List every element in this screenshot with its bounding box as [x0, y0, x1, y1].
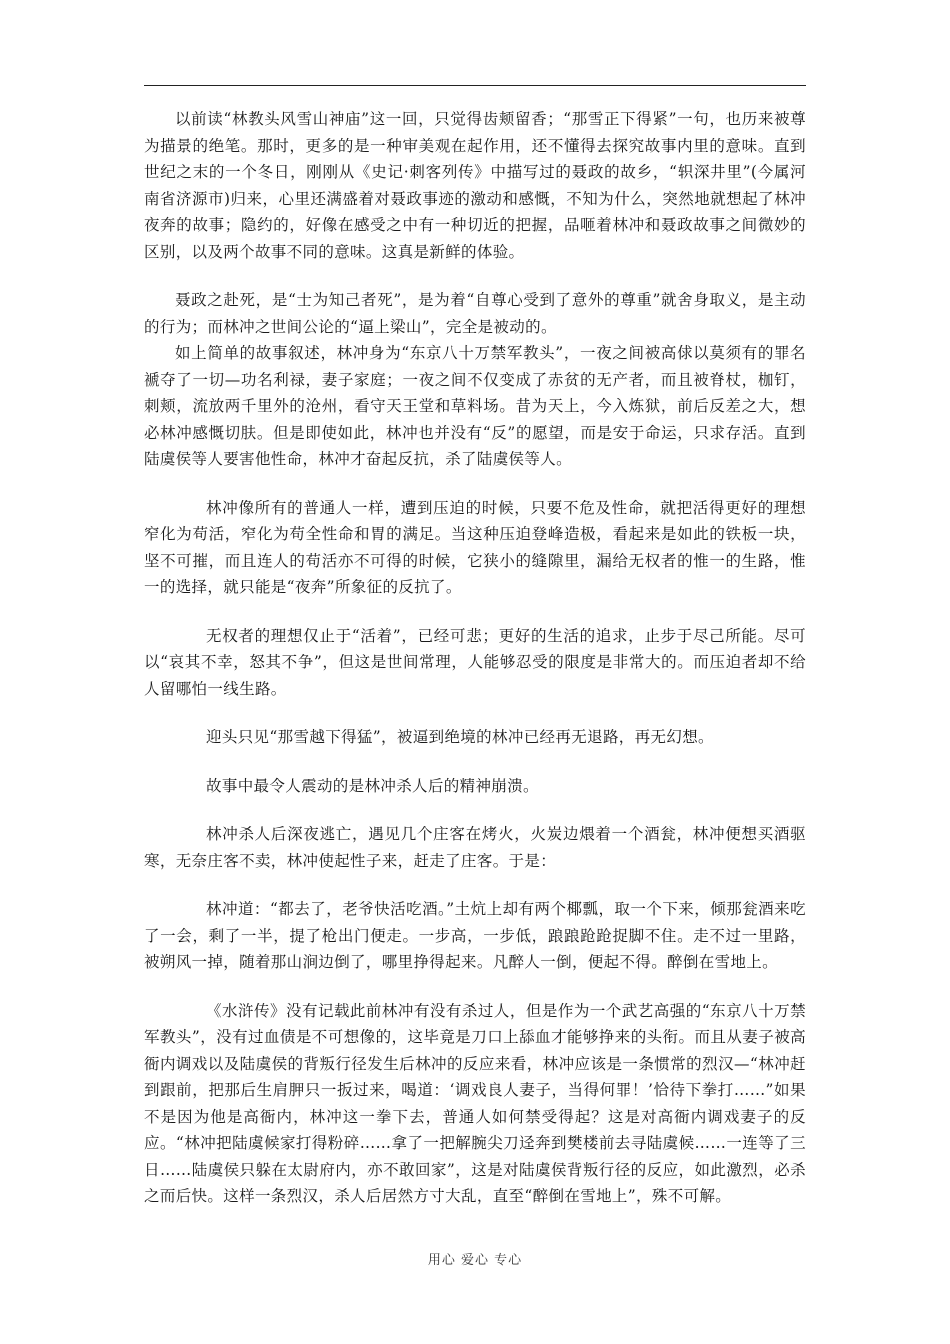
page-footer: 用心 爱心 专心 [427, 1253, 523, 1268]
article-body [144, 106, 806, 1210]
paragraph-1: 以前读“林教头风雪山神庙”这一回，只觉得齿颊留香；“那雪正下得紧”一句，也历来被尊为描景的绝笔。那时，更多的是一种审美观在起作用，还不懂得去探究故事内里的意味。直到世纪之末的一个冬日，刚刚从《史记·刺客列传》中描写过的聂政的故乡，“轵深井里”(今属河南省济源市)归来，心里还满盛着对聂政事迹的激动和感慨，不知为什么，突然地就想起了林冲夜奔的故事；隐约的，好像在感受之中有一种切近的把握，品咂着林冲和聂政故事之间微妙的区别，以及两个故事不同的意味。这真是新鲜的体验。 [144, 110, 806, 261]
paragraph-10: 《水浒传》没有记载此前林冲有没有杀过人，但是作为一个武艺高强的“东京八十万禁军教头”，没有过血债是不可想像的，这毕竟是刀口上舔血才能够挣来的头衔。而且从妻子被高衙内调戏以及陆虞侯的背叛行径发生后林冲的反应来看，林冲应该是一条惯常的烈汉—“林冲赶到跟前，把那后生肩胛只一扳过来，喝道：‘调戏良人妻子，当得何罪！’恰待下拳打……”如果不是因为他是高衙内，林冲这一拳下去，普通人如何禁受得起？这是对高衙内调戏妻子的反应。“林冲把陆虞候家打得粉碎……拿了一把解腕尖刀迳奔到樊楼前去寻陆虞候……一连等了三日……陆虞侯只躲在太尉府内，亦不敢回家”，这是对陆虞侯背叛行径的反应，如此激烈，必杀之而后快。这样一条烈汉，杀人后居然方寸大乱，直至“醉倒在雪地上”，殊不可解。 [144, 1001, 806, 1205]
paragraph-3: 如上简单的故事叙述，林冲身为“东京八十万禁军教头”，一夜之间被高俅以莫须有的罪名褫夺了一切—功名利禄，妻子家庭；一夜之间不仅变成了赤贫的无产者，而且被脊杖，枷钉，刺颊，流放两千里外的沧州，看守天王堂和草料场。昔为天上，今入炼狱，前后反差之大，想必林冲感慨切肤。但是即使如此，林冲也并没有“反”的愿望，而是安于命运，只求存活。直到陆虞侯等人要害他性命，林冲才奋起反抗，杀了陆虞侯等人。 [144, 344, 806, 468]
paragraph-8: 林冲杀人后深夜逃亡，遇见几个庄客在烤火，火炭边煨着一个酒瓮，林冲便想买酒驱寒，无奈庄客不卖，林冲使起性子来，赶走了庄客。于是： [144, 825, 806, 870]
paragraph-9: 林冲道：“都去了，老爷快活吃酒。”土炕上却有两个椰瓢，取一个下来，倾那瓮酒来吃了一会，剩了一半，提了枪出门便走。一步高，一步低，踉踉跄跄捉脚不住。走不过一里路，被朔风一掉，随着那山涧边倒了，哪里挣得起来。凡醉人一倒，便起不得。醉倒在雪地上。 [144, 900, 806, 971]
paragraph-6: 迎头只见“那雪越下得猛”，被逼到绝境的林冲已经再无退路，再无幻想。 [206, 728, 714, 746]
paragraph-7: 故事中最令人震动的是林冲杀人后的精神崩溃。 [206, 776, 539, 795]
paragraph-5: 无权者的理想仅止于“活着”，已经可悲；更好的生活的追求，止步于尽己所能。尽可以“哀其不幸，怒其不争”，但这是世间常理，人能够忍受的限度是非常大的。而压迫者却不给人留哪怕一线生路。 [144, 626, 806, 698]
header-rule [144, 85, 806, 86]
paragraph-4: 林冲像所有的普通人一样，遭到压迫的时候，只要不危及性命，就把活得更好的理想窄化为苟活，窄化为苟全性命和胃的满足。当这种压迫登峰造极，看起来是如此的铁板一块，坚不可摧，而且连人的苟活亦不可得的时候，它狭小的缝隙里，漏给无权者的惟一的生路，惟一的选择，就只能是“夜奔”所象征的反抗了。 [144, 498, 806, 596]
paragraph-2: 聂政之赴死，是“士为知己者死”，是为着“自尊心受到了意外的尊重”就舍身取义，是主动的行为；而林冲之世间公论的“逼上梁山”，完全是被动的。 [144, 291, 806, 336]
